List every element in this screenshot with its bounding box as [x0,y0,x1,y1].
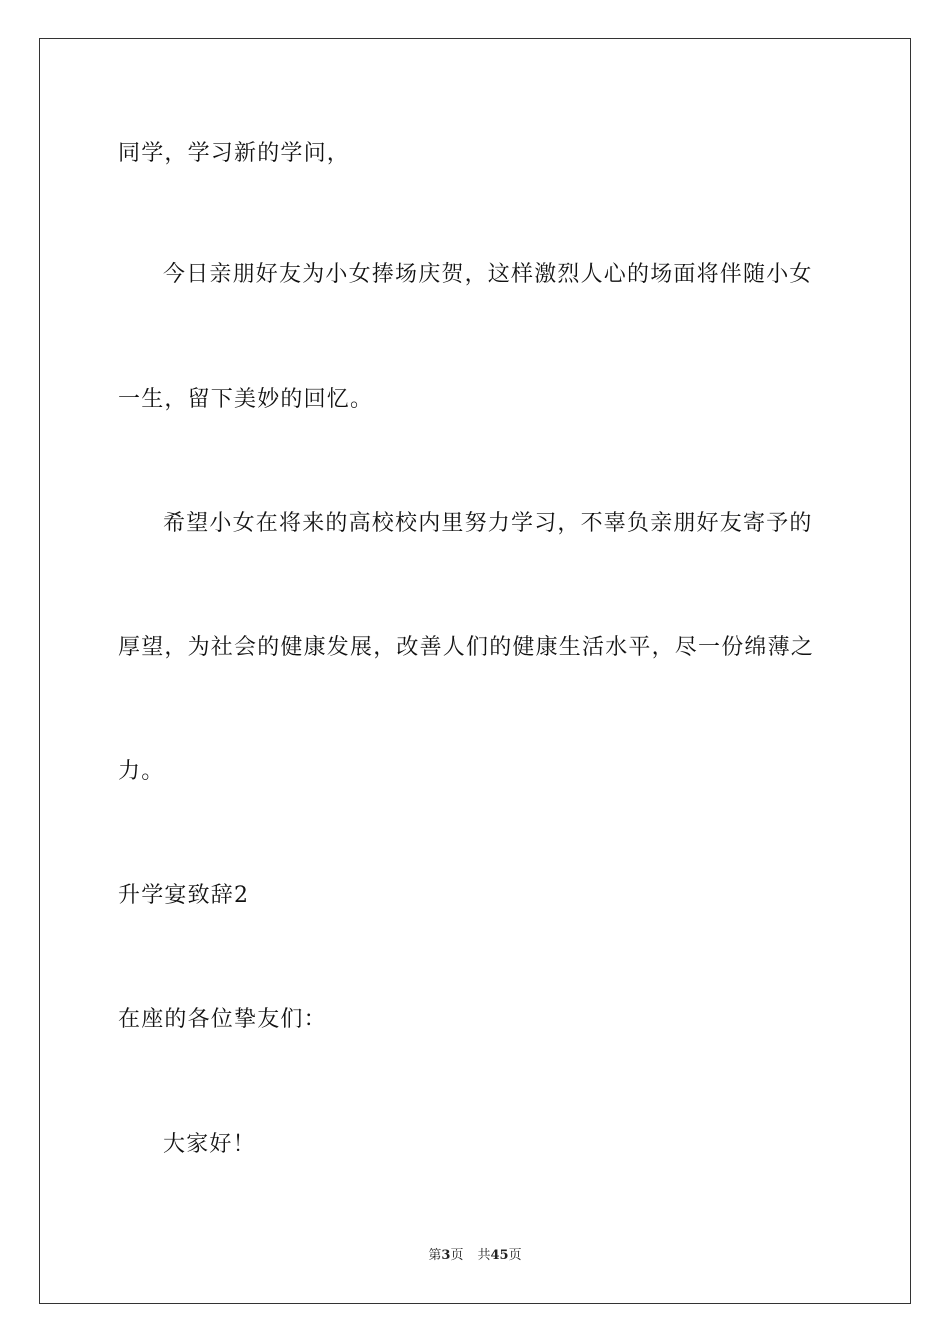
page-footer [0,1247,950,1265]
body-line-4: 希望小女在将来的高校校内里努力学习，不辜负亲朋好友寄予的 [163,511,813,536]
body-line-2: 今日亲朋好友为小女捧场庆贺，这样激烈人心的场面将伴随小女 [163,262,813,287]
page-suffix: 页 [450,1248,464,1263]
section-heading: 升学宴致辞2 [118,883,250,908]
body-line-6: 力。 [118,759,165,784]
body-line-3: 一生，留下美妙的回忆。 [118,387,374,412]
total-suffix: 页 [508,1248,522,1263]
body-line-1: 同学，学习新的学问， [118,141,351,166]
page-prefix: 第 [428,1248,442,1263]
salutation-line: 在座的各位挚友们： [118,1007,327,1032]
total-pages: 45 [490,1248,509,1263]
greeting-line: 大家好！ [163,1132,256,1157]
total-prefix: 共 [477,1248,491,1263]
body-line-5: 厚望，为社会的健康发展，改善人们的健康生活水平，尽一份绵薄之 [118,635,815,660]
page-number: 3 [441,1248,451,1263]
page-border [39,38,911,1304]
